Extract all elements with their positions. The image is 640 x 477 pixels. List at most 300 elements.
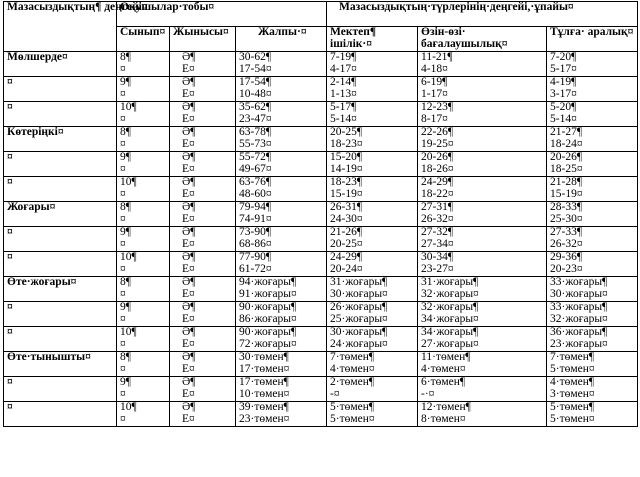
cell-line: 24-29¶	[330, 250, 363, 263]
total-cell	[236, 226, 327, 251]
personal-cell	[547, 101, 638, 126]
table-row	[4, 201, 638, 226]
cell-line: 9¶	[120, 225, 131, 238]
cell-line: Ә¶	[182, 250, 196, 263]
cell-line: 74-91¤	[239, 212, 272, 225]
grade-cell	[117, 151, 170, 176]
school-cell	[327, 351, 418, 376]
table-row	[4, 276, 638, 301]
cell-line: 27-34¤	[421, 237, 454, 250]
cell-line: 34·жоғары¤	[421, 312, 479, 325]
cell-line: Е¤	[182, 237, 195, 250]
grade-cell	[117, 401, 170, 426]
cell-line: 10¶	[120, 250, 137, 263]
cell-line: 23·төмен¤	[239, 412, 290, 425]
cell-line: 20-23¤	[550, 262, 583, 275]
cell-line: 22-26¶	[421, 125, 454, 138]
cell-line: Ә¶	[182, 325, 196, 338]
cell-line: 9¶	[120, 75, 131, 88]
table-row	[4, 351, 638, 376]
cell-line: 27·жоғары¤	[421, 337, 479, 350]
cell-line: 7·төмен¶	[550, 350, 595, 363]
cell-line: 5·төмен¤	[330, 412, 375, 425]
cell-line: 26-32¤	[421, 212, 454, 225]
cell-line: Ә¶	[182, 150, 196, 163]
cell-line: Ә¶	[182, 350, 196, 363]
cell-line: 24-30¤	[330, 212, 363, 225]
gender-cell	[170, 201, 236, 226]
cell-line: Ә¶	[182, 75, 196, 88]
cell-line: 21-26¶	[330, 225, 363, 238]
header-gender: Жынысы¤	[170, 27, 236, 52]
cell-line: Е¤	[182, 212, 195, 225]
personal-cell	[547, 51, 638, 76]
cell-line: 8·төмен¤	[421, 412, 466, 425]
cell-line: 20-25¤	[330, 237, 363, 250]
self-esteem-cell	[418, 51, 547, 76]
cell-line: Ә¶	[182, 225, 196, 238]
self-esteem-cell	[418, 301, 547, 326]
cell-line: 33·жоғары¶	[550, 275, 608, 288]
cell-line: 5·төмен¶	[330, 400, 375, 413]
cell-line: 24·жоғары¤	[330, 337, 388, 350]
cell-line: 91·жоғары¤	[239, 287, 297, 300]
total-cell	[236, 326, 327, 351]
header-self-esteem: Өзін-өзі· бағалаушылық¤	[418, 27, 547, 52]
grade-cell	[117, 176, 170, 201]
cell-line: 5-17¶	[330, 100, 357, 113]
level-cell: Жоғары¤	[4, 201, 117, 226]
cell-line: 6-19¶	[421, 75, 448, 88]
cell-line: 14-19¤	[330, 162, 363, 175]
total-cell	[236, 401, 327, 426]
cell-line: 10¶	[120, 400, 137, 413]
cell-line: 8¶	[120, 275, 131, 288]
cell-line: Е¤	[182, 162, 195, 175]
cell-line: ¤	[120, 337, 126, 350]
school-cell	[327, 326, 418, 351]
cell-line: 17·төмен¤	[239, 362, 290, 375]
self-esteem-cell	[418, 76, 547, 101]
cell-line: 26-32¤	[550, 237, 583, 250]
cell-line: 32·жоғары¤	[550, 312, 608, 325]
gender-cell	[170, 51, 236, 76]
cell-line: 86·жоғары¤	[239, 312, 297, 325]
cell-line: 35-62¶	[239, 100, 272, 113]
cell-line: ¤	[120, 412, 126, 425]
cell-line: Е¤	[182, 312, 195, 325]
cell-line: 10¶	[120, 325, 137, 338]
grade-cell	[117, 226, 170, 251]
cell-line: 10·төмен¤	[239, 387, 290, 400]
cell-line: 30·төмен¶	[239, 350, 289, 363]
personal-cell	[547, 351, 638, 376]
gender-cell	[170, 151, 236, 176]
cell-line: Е¤	[182, 112, 195, 125]
gender-cell	[170, 76, 236, 101]
cell-line: Ә¶	[182, 200, 196, 213]
table-row	[4, 76, 638, 101]
table-row	[4, 51, 638, 76]
cell-line: Е¤	[182, 287, 195, 300]
level-cell: ¤	[4, 226, 117, 251]
cell-line: 7-20¶	[550, 50, 577, 63]
cell-line: 8¶	[120, 350, 131, 363]
school-cell	[327, 201, 418, 226]
cell-line: Е¤	[182, 412, 195, 425]
cell-line: -¤	[330, 387, 340, 400]
personal-cell	[547, 201, 638, 226]
total-cell	[236, 351, 327, 376]
cell-line: ¤	[120, 262, 126, 275]
personal-cell	[547, 176, 638, 201]
cell-line: 30-62¶	[239, 50, 272, 63]
cell-line: 1-17¤	[421, 87, 448, 100]
self-esteem-cell	[418, 251, 547, 276]
cell-line: 49-67¤	[239, 162, 272, 175]
gender-cell	[170, 351, 236, 376]
cell-line: ¤	[120, 87, 126, 100]
personal-cell	[547, 301, 638, 326]
cell-line: Е¤	[182, 62, 195, 75]
cell-line: 63-78¶	[239, 125, 272, 138]
grade-cell	[117, 276, 170, 301]
cell-line: 17·төмен¶	[239, 375, 289, 388]
cell-line: Ә¶	[182, 275, 196, 288]
header-personal: Тұлға· аралық¤	[547, 27, 638, 52]
cell-line: 5-14¤	[550, 112, 577, 125]
cell-line: 20-24¤	[330, 262, 363, 275]
cell-line: 11·төмен¶	[421, 350, 471, 363]
cell-line: Е¤	[182, 137, 195, 150]
cell-line: 79-94¶	[239, 200, 272, 213]
self-esteem-cell	[418, 226, 547, 251]
grade-cell	[117, 126, 170, 151]
level-cell: ¤	[4, 326, 117, 351]
school-cell	[327, 401, 418, 426]
gender-cell	[170, 401, 236, 426]
cell-line: 9¶	[120, 300, 131, 313]
cell-line: Ә¶	[182, 400, 196, 413]
cell-line: 39·төмен¶	[239, 400, 289, 413]
level-cell: ¤	[4, 251, 117, 276]
gender-cell	[170, 376, 236, 401]
gender-cell	[170, 251, 236, 276]
cell-line: 17-54¤	[239, 62, 272, 75]
cell-line: Е¤	[182, 337, 195, 350]
cell-line: 27-33¶	[550, 225, 583, 238]
school-cell	[327, 76, 418, 101]
total-cell	[236, 201, 327, 226]
total-cell	[236, 301, 327, 326]
cell-line: 4-17¤	[330, 62, 357, 75]
cell-line: 12-23¶	[421, 100, 454, 113]
cell-line: 17-54¶	[239, 75, 272, 88]
cell-line: 4·төмен¤	[421, 362, 466, 375]
cell-line: Ә¶	[182, 125, 196, 138]
grade-cell	[117, 326, 170, 351]
personal-cell	[547, 126, 638, 151]
self-esteem-cell	[418, 351, 547, 376]
cell-line: 4-19¶	[550, 75, 577, 88]
total-cell	[236, 176, 327, 201]
level-cell: ¤	[4, 401, 117, 426]
cell-line: 18-22¤	[421, 187, 454, 200]
cell-line: 23-27¤	[421, 262, 454, 275]
cell-line: 55-73¤	[239, 137, 272, 150]
header-anxiety-types: Мазасыздықтың·түрлерінің·деңгейі,·ұпайы¤	[327, 2, 638, 27]
self-esteem-cell	[418, 401, 547, 426]
table-row	[4, 126, 638, 151]
cell-line: 25·жоғары¤	[330, 312, 388, 325]
total-cell	[236, 51, 327, 76]
cell-line: Ә¶	[182, 175, 196, 188]
gender-cell	[170, 326, 236, 351]
cell-line: 25-30¤	[550, 212, 583, 225]
cell-line: 27-32¶	[421, 225, 454, 238]
school-cell	[327, 101, 418, 126]
grade-cell	[117, 101, 170, 126]
cell-line: 30·жоғары¶	[330, 325, 388, 338]
gender-cell	[170, 176, 236, 201]
cell-line: 30-34¶	[421, 250, 454, 263]
cell-line: 5-14¤	[330, 112, 357, 125]
cell-line: 20-26¶	[421, 150, 454, 163]
cell-line: 18-25¤	[550, 162, 583, 175]
cell-line: 4·төмен¶	[550, 375, 595, 388]
cell-line: 36·жоғары¶	[550, 325, 608, 338]
cell-line: ¤	[120, 187, 126, 200]
total-cell	[236, 76, 327, 101]
level-cell: ¤	[4, 301, 117, 326]
gender-cell	[170, 126, 236, 151]
cell-line: 30·жоғары¤	[330, 287, 388, 300]
self-esteem-cell	[418, 201, 547, 226]
grade-cell	[117, 76, 170, 101]
table-row	[4, 151, 638, 176]
total-cell	[236, 101, 327, 126]
table-row	[4, 251, 638, 276]
cell-line: 2-14¶	[330, 75, 357, 88]
cell-line: 48-60¤	[239, 187, 272, 200]
cell-line: Е¤	[182, 387, 195, 400]
cell-line: Е¤	[182, 187, 195, 200]
cell-line: 18-24¤	[550, 137, 583, 150]
table-row	[4, 101, 638, 126]
cell-line: 34·жоғары¶	[421, 325, 479, 338]
cell-line: 32·жоғары¶	[421, 300, 479, 313]
cell-line: 4-18¤	[421, 62, 448, 75]
school-cell	[327, 176, 418, 201]
level-cell: Мөлшерде¤	[4, 51, 117, 76]
cell-line: 9¶	[120, 375, 131, 388]
cell-line: 29-36¶	[550, 250, 583, 263]
header-school: Мектеп¶ ішілік·¤	[327, 27, 418, 52]
total-cell	[236, 376, 327, 401]
level-cell: ¤	[4, 101, 117, 126]
self-esteem-cell	[418, 376, 547, 401]
level-cell: ¤	[4, 176, 117, 201]
cell-line: -·¤	[421, 387, 435, 400]
cell-line: ¤	[120, 137, 126, 150]
cell-line: 20-25¶	[330, 125, 363, 138]
personal-cell	[547, 251, 638, 276]
total-cell	[236, 276, 327, 301]
cell-line: 2·төмен¶	[330, 375, 375, 388]
cell-line: 31·жоғары¶	[330, 275, 388, 288]
cell-line: 24-29¶	[421, 175, 454, 188]
total-cell	[236, 126, 327, 151]
cell-line: 12·төмен¶	[421, 400, 471, 413]
cell-line: 10¶	[120, 175, 137, 188]
cell-line: ¤	[120, 387, 126, 400]
cell-line: ¤	[120, 312, 126, 325]
personal-cell	[547, 276, 638, 301]
cell-line: 21-28¶	[550, 175, 583, 188]
cell-line: ¤	[120, 287, 126, 300]
cell-line: 63-76¶	[239, 175, 272, 188]
cell-line: 28-33¶	[550, 200, 583, 213]
total-cell	[236, 251, 327, 276]
cell-line: 6·төмен¶	[421, 375, 466, 388]
school-cell	[327, 376, 418, 401]
school-cell	[327, 301, 418, 326]
cell-line: 30·жоғары¤	[550, 287, 608, 300]
cell-line: 20-26¶	[550, 150, 583, 163]
cell-line: 73-90¶	[239, 225, 272, 238]
cell-line: 7·төмен¶	[330, 350, 375, 363]
cell-line: 10-48¤	[239, 87, 272, 100]
cell-line: 27-31¶	[421, 200, 454, 213]
header-students-group: Оқушылар·тобы¤	[117, 2, 327, 27]
grade-cell	[117, 351, 170, 376]
self-esteem-cell	[418, 176, 547, 201]
self-esteem-cell	[418, 126, 547, 151]
gender-cell	[170, 226, 236, 251]
cell-line: 26·жоғары¶	[330, 300, 388, 313]
table-row	[4, 326, 638, 351]
cell-line: 15-19¤	[330, 187, 363, 200]
cell-line: 33·жоғары¶	[550, 300, 608, 313]
cell-line: 1-13¤	[330, 87, 357, 100]
cell-line: 61-72¤	[239, 262, 272, 275]
level-cell: Көтеріңкі¤	[4, 126, 117, 151]
grade-cell	[117, 376, 170, 401]
cell-line: 4·төмен¤	[330, 362, 375, 375]
table-row	[4, 376, 638, 401]
cell-line: 10¶	[120, 100, 137, 113]
cell-line: 5·төмен¤	[550, 362, 595, 375]
cell-line: 77-90¶	[239, 250, 272, 263]
cell-line: 68-86¤	[239, 237, 272, 250]
school-cell	[327, 226, 418, 251]
cell-line: 18-23¶	[330, 175, 363, 188]
cell-line: ¤	[120, 62, 126, 75]
personal-cell	[547, 76, 638, 101]
table-row	[4, 226, 638, 251]
cell-line: 23·жоғары¤	[550, 337, 608, 350]
header-total: Жалпы·¤	[236, 27, 327, 52]
grade-cell	[117, 251, 170, 276]
cell-line: 7-19¶	[330, 50, 357, 63]
cell-line: ¤	[120, 162, 126, 175]
cell-line: Ә¶	[182, 375, 196, 388]
cell-line: 90·жоғары¶	[239, 300, 297, 313]
level-cell: ¤	[4, 76, 117, 101]
gender-cell	[170, 276, 236, 301]
school-cell	[327, 276, 418, 301]
cell-line: 8¶	[120, 125, 131, 138]
cell-line: Е¤	[182, 262, 195, 275]
school-cell	[327, 51, 418, 76]
school-cell	[327, 251, 418, 276]
cell-line: 19-25¤	[421, 137, 454, 150]
gender-cell	[170, 301, 236, 326]
cell-line: 90·жоғары¶	[239, 325, 297, 338]
cell-line: Ә¶	[182, 50, 196, 63]
personal-cell	[547, 151, 638, 176]
cell-line: 3·төмен¤	[550, 387, 595, 400]
personal-cell	[547, 226, 638, 251]
cell-line: 5·төмен¶	[550, 400, 595, 413]
cell-line: 8-17¤	[421, 112, 448, 125]
cell-line: 18-23¤	[330, 137, 363, 150]
cell-line: 55-72¶	[239, 150, 272, 163]
header-grade: Сынып¤	[117, 27, 170, 52]
header-level: Мазасыздықтың¶ деңгейі¤	[4, 2, 117, 52]
header-row-1	[4, 2, 638, 27]
cell-line: Ә¶	[182, 100, 196, 113]
gender-cell	[170, 101, 236, 126]
total-cell	[236, 151, 327, 176]
personal-cell	[547, 376, 638, 401]
grade-cell	[117, 301, 170, 326]
self-esteem-cell	[418, 101, 547, 126]
cell-line: ¤	[120, 112, 126, 125]
personal-cell	[547, 401, 638, 426]
level-cell: ¤	[4, 376, 117, 401]
cell-line: ¤	[120, 212, 126, 225]
cell-line: Е¤	[182, 362, 195, 375]
self-esteem-cell	[418, 326, 547, 351]
self-esteem-cell	[418, 151, 547, 176]
personal-cell	[547, 326, 638, 351]
cell-line: ¤	[120, 237, 126, 250]
grade-cell	[117, 201, 170, 226]
table-row	[4, 176, 638, 201]
cell-line: 5-20¶	[550, 100, 577, 113]
grade-cell	[117, 51, 170, 76]
cell-line: 26-31¶	[330, 200, 363, 213]
table-row	[4, 401, 638, 426]
cell-line: Е¤	[182, 87, 195, 100]
cell-line: 94·жоғары¶	[239, 275, 297, 288]
cell-line: 32·жоғары¤	[421, 287, 479, 300]
cell-line: 9¶	[120, 150, 131, 163]
cell-line: 23-47¤	[239, 112, 272, 125]
level-cell: ¤	[4, 151, 117, 176]
cell-line: 18-26¤	[421, 162, 454, 175]
cell-line: 15-19¤	[550, 187, 583, 200]
cell-line: ¤	[120, 362, 126, 375]
cell-line: Ә¶	[182, 300, 196, 313]
anxiety-levels-table	[3, 1, 638, 427]
self-esteem-cell	[418, 276, 547, 301]
cell-line: 8¶	[120, 50, 131, 63]
table-row	[4, 301, 638, 326]
cell-line: 11-21¶	[421, 50, 453, 63]
cell-line: 31·жоғары¶	[421, 275, 479, 288]
